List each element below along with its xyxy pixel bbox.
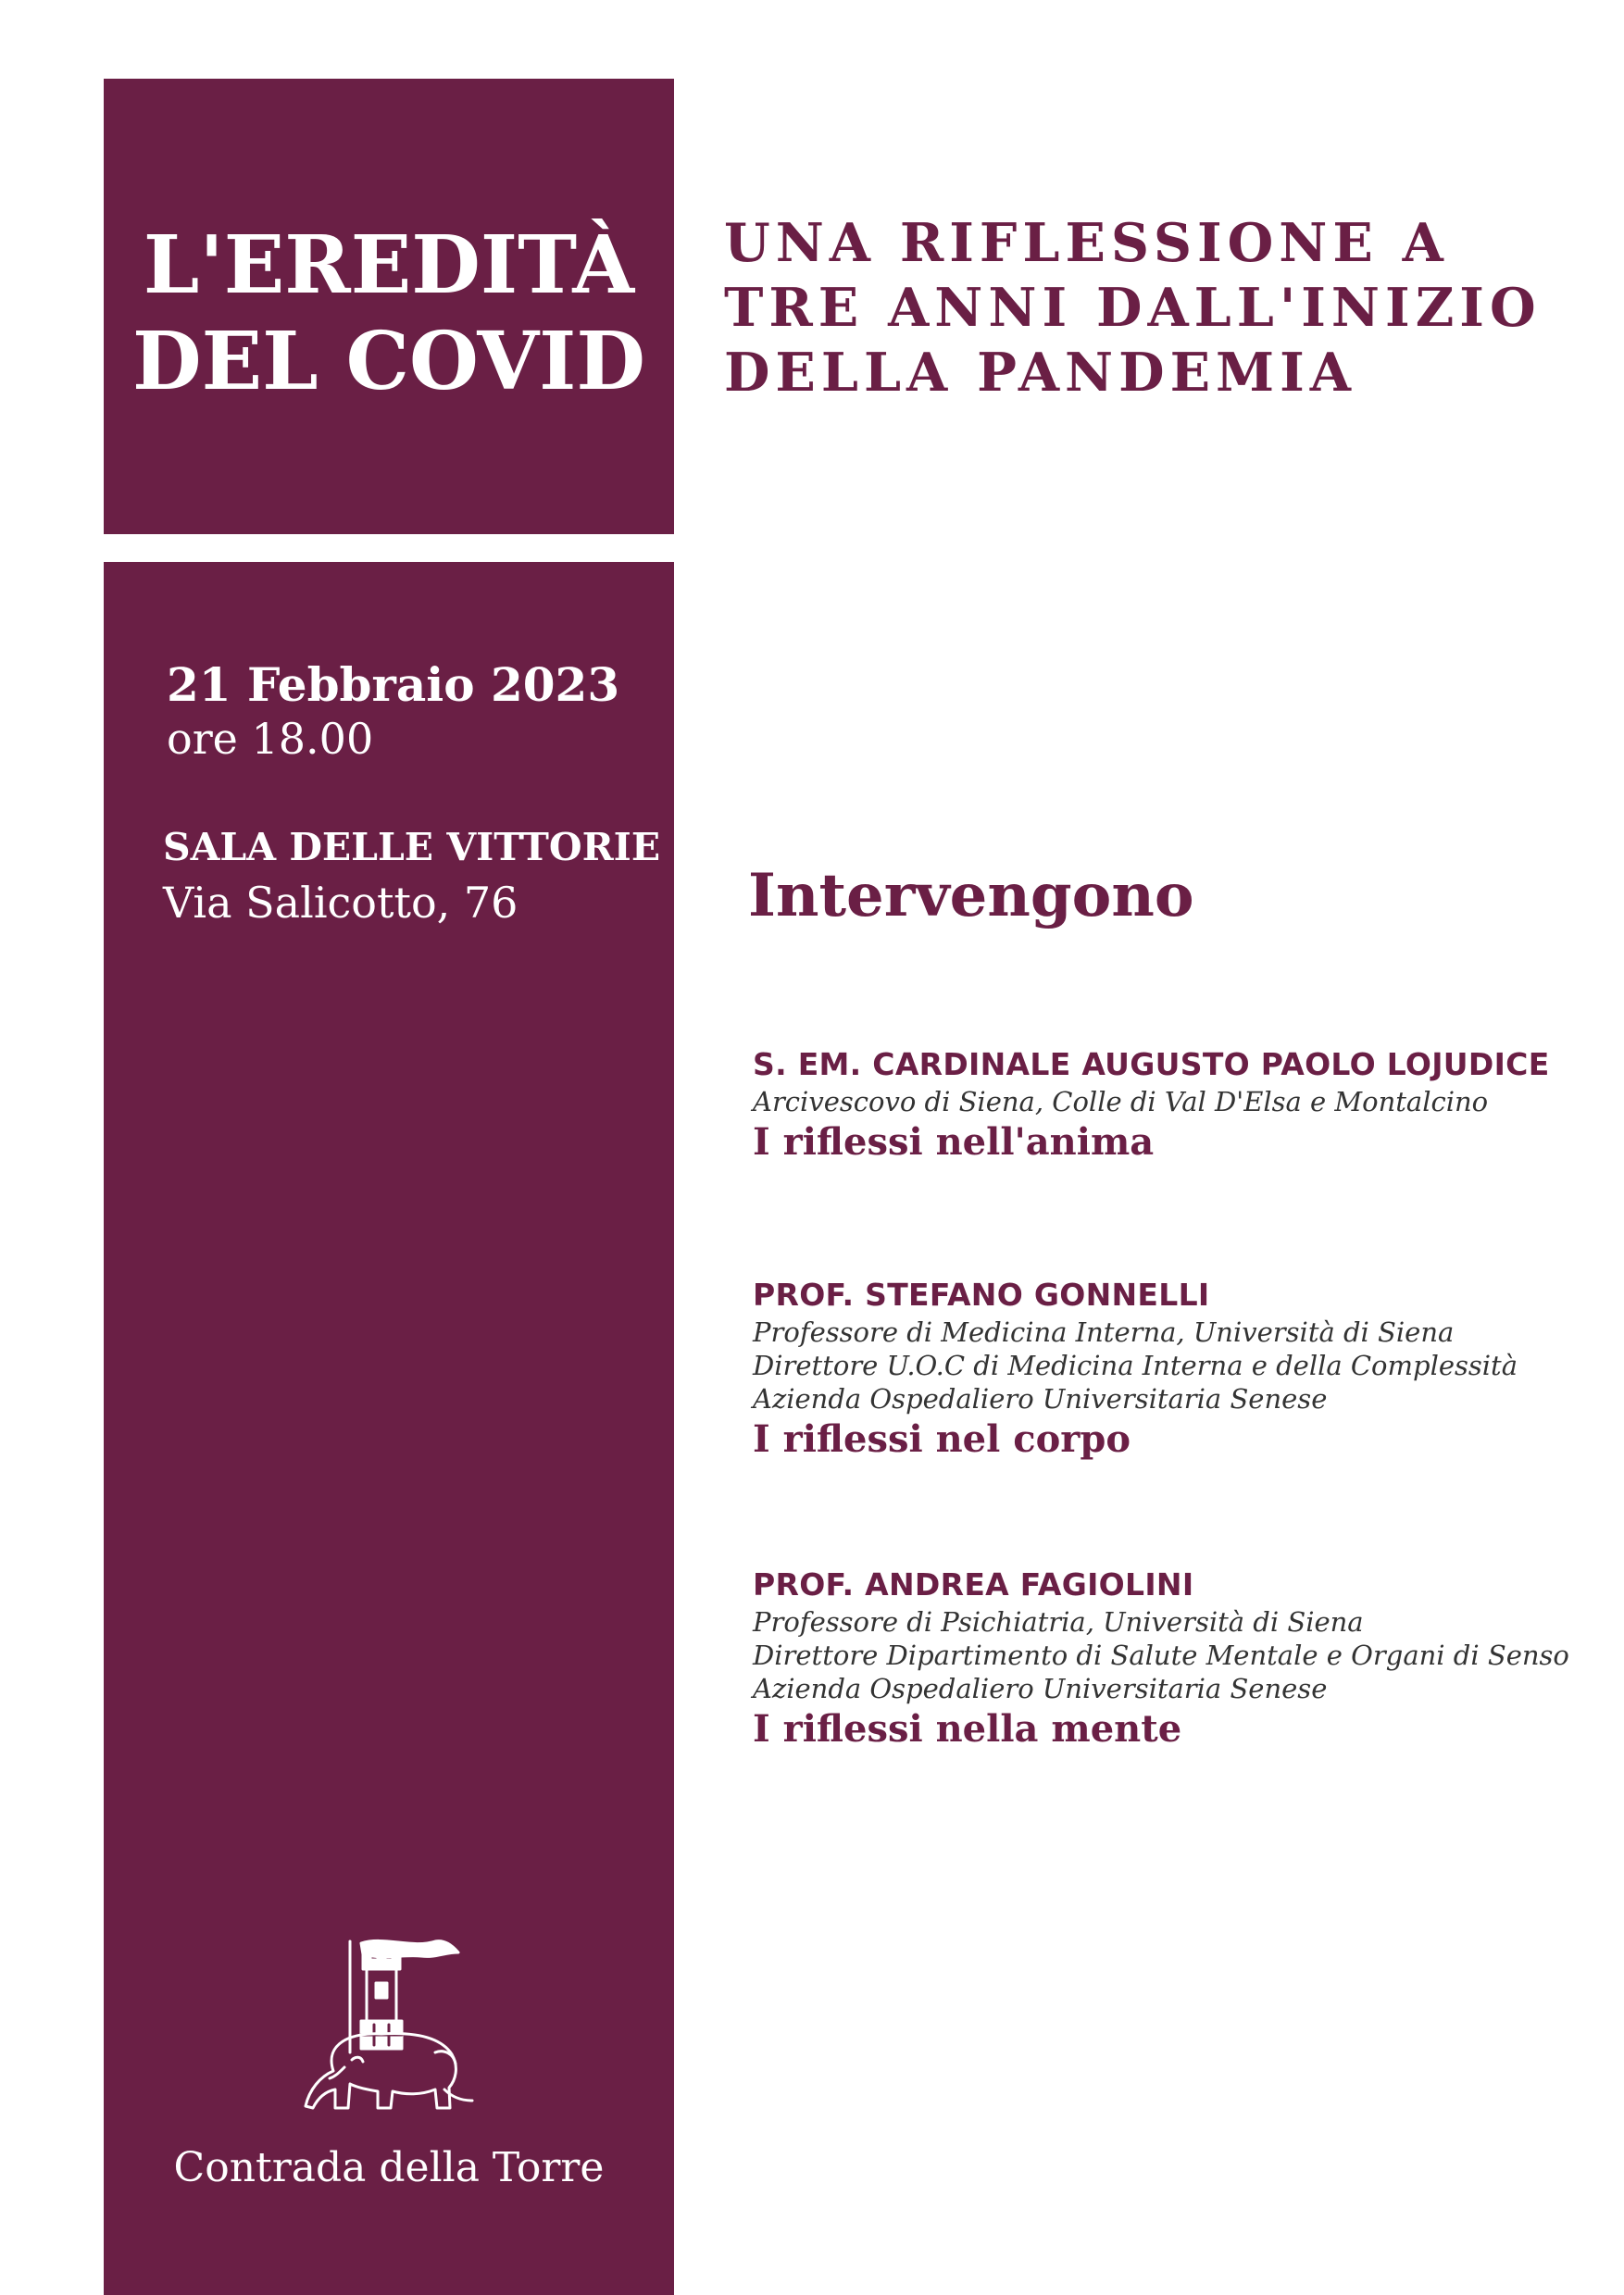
speakers-heading: Intervengono — [748, 861, 1194, 930]
subtitle — [724, 211, 1542, 405]
speaker-block — [753, 1044, 1586, 1166]
main-title-line-1: L'EREDITÀ — [143, 218, 635, 312]
event-date: 21 Febbraio 2023 — [167, 657, 620, 712]
main-title-line-2: DEL COVID — [132, 315, 645, 408]
speaker-name: PROF. ANDREA FAGIOLINI — [753, 1566, 1194, 1603]
speaker-role: Direttore U.O.C di Medicina Interna e della Complessità — [753, 1350, 1518, 1381]
main-title — [104, 218, 674, 410]
event-info-panel — [104, 562, 674, 2295]
speaker-topic: I riflessi nel corpo — [753, 1417, 1131, 1461]
organizer-name: Contrada della Torre — [173, 2144, 605, 2191]
event-venue: SALA DELLE VITTORIE — [163, 825, 661, 869]
subtitle-line-1: UNA RIFLESSIONE A — [724, 212, 1449, 274]
speaker-topic: I riflessi nell'anima — [753, 1120, 1155, 1164]
subtitle-line-2: TRE ANNI DALL'INIZIO — [724, 277, 1542, 339]
subtitle-line-3: DELLA PANDEMIA — [724, 342, 1357, 404]
speaker-name: S. EM. CARDINALE AUGUSTO PAOLO LOJUDICE — [753, 1046, 1550, 1082]
speaker-name: PROF. STEFANO GONNELLI — [753, 1277, 1210, 1313]
speaker-role: Azienda Ospedaliero Universitaria Senese — [753, 1673, 1328, 1704]
speaker-role: Azienda Ospedaliero Universitaria Senese — [753, 1383, 1328, 1415]
title-panel — [104, 79, 674, 534]
speaker-role: Arcivescovo di Siena, Colle di Val D'Elsa e Montalcino — [753, 1086, 1489, 1117]
event-time: ore 18.00 — [167, 714, 374, 764]
speaker-role: Direttore Dipartimento di Salute Mentale e Organi di Senso — [753, 1640, 1569, 1671]
speaker-block — [753, 1565, 1586, 1753]
elephant-tower-icon — [296, 1932, 491, 2117]
speaker-role: Professore di Medicina Interna, Università di Siena — [753, 1316, 1455, 1348]
speaker-role: Professore di Psichiatria, Università di Siena — [753, 1606, 1364, 1638]
speaker-block — [753, 1275, 1586, 1464]
speaker-topic: I riflessi nella mente — [753, 1707, 1182, 1751]
event-address: Via Salicotto, 76 — [163, 878, 518, 928]
